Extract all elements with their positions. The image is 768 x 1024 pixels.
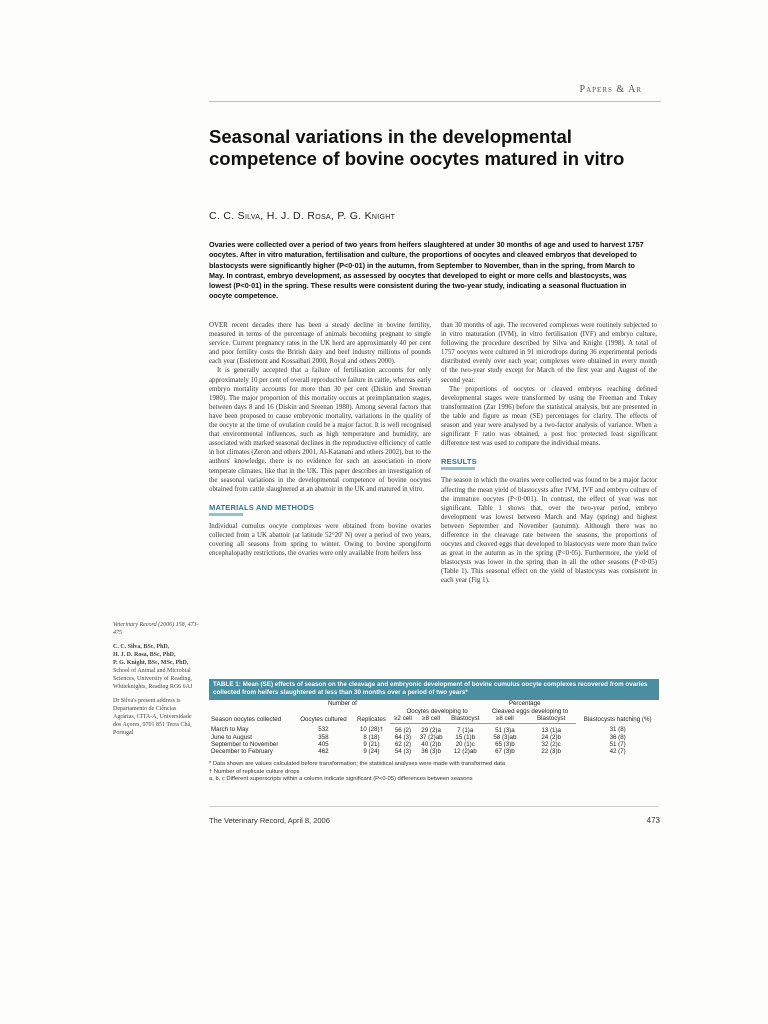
present-address: Dr Silva's present address is Departamento de Ciências Agrárias, CITA-A, Universidade dos Açores, 9701 851 Terra Chã, Portugal: [113, 698, 192, 736]
table-cell: 32 (2)c: [541, 740, 561, 748]
table-cell: March to May: [211, 726, 249, 734]
header-rule: [209, 101, 661, 102]
table-cell: 42 (7): [609, 748, 626, 756]
footer-journal: The Veterinary Record, April 8, 2006: [209, 816, 330, 825]
table-cell: 65 (3)b: [495, 740, 515, 748]
table-cell: 22 (3)b: [541, 748, 561, 756]
table-cell: 24 (2)b: [541, 733, 561, 741]
table-cell: 13 (1)a: [541, 726, 561, 734]
table-cell: 51 (3)a: [495, 726, 515, 734]
table-cell: 29 (2)a: [421, 726, 441, 734]
table-cell: 58 (3)ab: [493, 733, 517, 741]
table-row: [209, 741, 659, 748]
table-cell: 15 (1)b: [455, 733, 476, 741]
table-cell: December to February: [211, 748, 273, 756]
table-cell: 20 (1)c: [455, 740, 475, 748]
footnote-1: * Data shown are values calculated before transformation; the statistical analyses were made with transformed data: [209, 761, 506, 768]
table-cell: June to August: [211, 733, 252, 741]
table-cell: 36 (8): [609, 733, 626, 741]
col-blasto-hatch: Blastocysts hatching (%): [583, 715, 652, 723]
head-percentage: Percentage: [508, 700, 541, 707]
table-cell: 51 (7): [609, 740, 626, 748]
footnote-2: † Number of replicate culture drops: [209, 768, 300, 775]
table-cell: September to November: [211, 740, 279, 748]
col-replicates: Replicates: [356, 715, 386, 723]
table-cell: 56 (2): [394, 726, 412, 734]
table-cell: 64 (3): [394, 733, 412, 741]
table-cell: 9 (21): [363, 740, 380, 748]
paper-title: Seasonal variations in the developmental competence of bovine oocytes matured in vitro: [209, 126, 625, 169]
sub-col: Blastocyst: [526, 715, 576, 723]
table-cell: 54 (3): [394, 748, 412, 756]
table-cell: 8 (18): [363, 733, 380, 741]
affiliation: School of Animal and Microbial Sciences, University of Reading, Whiteknights, Reading RG6 6AJ: [113, 668, 193, 690]
table-body: [209, 723, 659, 755]
page-number: 473: [646, 816, 660, 825]
body-column-left: [209, 321, 431, 558]
table-cell: 37 (2)ab: [419, 733, 443, 741]
intro-paragraph-2: It is generally accepted that a failure of fertilisation accounts for only approximately 10 per cent of overall reproductive failure in cattle, whereas early embryo mortality accounts for more than 30 per cent (Diskin and Sreenan 1980). The major proportion of this mortality occurs at preimplantation stages, between days 8 and 16 (Diskin and Sreenan 1980). Among several factors that have been proposed to cause embryonic mortality, variations in the quality of the oocyte at the time of ovulation could be a major factor. It is well recognised that environmental influences, such as high temperature and humidity, are associated with marked seasonal declines in the reproductive efficiency of cattle in hot climates (Zeron and others 2001, Al-Katanani and others 2002), but to the authors' knowledge, there is no evidence for such an association in more temperate climates, like that in the UK. This paper describes an investigation of the seasonal variations in the developmental competence of bovine oocytes obtained from cattle slaughtered at an abattoir in the UK and matured in vitro.: [209, 367, 431, 493]
sub-col: Blastocyst: [447, 715, 484, 723]
author-1: C. C. Silva, BSc, PhD,: [113, 644, 170, 650]
table-cell: 7 (1)a: [457, 726, 474, 734]
table-footnotes: [209, 761, 659, 783]
group-cleaved: Cleaved eggs developing to: [491, 707, 569, 715]
sub-col: ≥8 cell: [484, 715, 526, 723]
table-cell: 31 (8): [609, 726, 626, 734]
table-cell: 532: [318, 726, 329, 734]
citation: Veterinary Record (2006) 158, 473-475: [113, 622, 199, 636]
author-list: C. C. Silva, H. J. D. Rosa, P. G. Knight: [209, 210, 396, 222]
section-label: Papers & Ar: [579, 84, 642, 95]
table-cell: 358: [318, 733, 329, 741]
table-row: [209, 734, 659, 741]
author-3: P. G. Knight, BSc, MSc, PhD,: [113, 660, 189, 666]
methods-heading: MATERIALS AND METHODS: [209, 502, 315, 512]
margin-note: [113, 621, 199, 743]
table-row: [209, 748, 659, 755]
body-column-right: [441, 321, 657, 586]
table-cell: 36 (3)b: [421, 748, 441, 756]
results-heading-bar: [441, 467, 475, 470]
sub-col: ≥8 cell: [416, 715, 447, 723]
methods-paragraph-3: The proportions of oocytes or cleaved embryos reaching defined developmental stages were transformed by using the Freeman and Tukey transformation (Zar 1996) before the statistical analysis, but are presented in the table and figure as mean (SE) percentages for clarity. The effects of season and year were analysed by a two-factor analysis of variance. When a significant F ratio was obtained, a post hoc protected least significant difference test was used to compare the individual means.: [441, 385, 657, 448]
table-cell: 67 (3)b: [495, 748, 515, 756]
table-cell: 10 (28)†: [359, 726, 383, 734]
table-row: [209, 723, 659, 734]
footnote-3: a, b, c Different superscripts within a column indicate significant (P<0·05) differences between seasons: [209, 775, 473, 782]
methods-paragraph-1: Individual cumulus oocyte complexes were obtained from bovine ovaries collected from a UK abattoir (at latitude 52°20' N) over a period of two years, covering all seasons from spring to winter. Owing to bovine spongiform encephalopathy restrictions, the ovaries were only available from heifers less: [209, 522, 431, 558]
table-cell: 12 (2)ab: [453, 748, 477, 756]
table-cell: 462: [318, 748, 329, 756]
group-oocytes: Oocytes developing to: [406, 707, 468, 715]
sub-col: ≥2 cell: [390, 715, 415, 723]
methods-heading-bar: [209, 513, 243, 516]
table-cell: 405: [318, 740, 329, 748]
abstract: Ovaries were collected over a period of two years from heifers slaughtered at under 30 months of age and used to harvest 1757 oocytes. After in vitro maturation, fertilisation and culture, the proportions of oocytes and cleaved embryos that developed to blastocysts were significantly higher (P<0·01) in the autumn, from September to November, than in the spring, from March to May. In contrast, embryo development, as assessed by oocytes that developed to eight or more cells and blastocysts, was lowest (P<0·01) in the spring. These results were consistent during the two-year study, indicating a seasonal fluctuation in oocyte competence.: [209, 240, 644, 301]
table-1: [209, 679, 659, 783]
col-oocytes: Oocytes cultured: [300, 715, 347, 723]
footer-rule: [209, 806, 659, 807]
results-paragraph-1: The season in which the ovaries were collected was found to be a major factor affecting the mean yield of blastocysts after IVM, IVF and embryo culture of the immature oocytes (P<0·001). In contrast, the effect of year was not significant. Table 1 shows that, over the two-year period, embryo development was lowest between March and May (spring) and highest between September and November (autumn). Although there was no difference in the cleavage rate between the seasons, the proportions of oocytes and cleaved eggs that developed to blastocysts were more than twice as great in the autumn as in the spring (P<0·05). Furthermore, the yield of blastocysts was lower in the spring than in all the other seasons (P<0·05) (Table 1). This seasonal effect on the yield of blastocysts was consistent in each year (Fig 1).: [441, 477, 657, 585]
table-cell: 9 (24): [363, 748, 380, 756]
author-2: H. J. D. Rosa, BSc, PhD,: [113, 652, 176, 658]
table-title: TABLE 1: Mean (SE) effects of season on the cleavage and embryonic development of bovine cumulus oocyte complexes recovered from ovaries collected from heifers slaughtered at less than 30 months over a period of two years*: [209, 679, 659, 700]
results-heading: RESULTS: [441, 457, 477, 467]
table-cell: 40 (2)b: [421, 740, 441, 748]
season-table: [209, 700, 659, 755]
head-number-of: Number of: [327, 700, 357, 707]
author-affiliations: [113, 643, 199, 691]
table-cell: 62 (2): [394, 740, 412, 748]
intro-paragraph-1: OVER recent decades there has been a steady decline in bovine fertility, measured in terms of the percentage of animals becoming pregnant to single service. Current pregnancy rates in the UK herd are approximately 40 per cent and poor fertility costs the British dairy and beef industry millions of pounds each year (Esslemont and Kossaibati 2000, Royal and others 2000).: [209, 322, 431, 366]
col-season: Season oocytes collected: [211, 715, 282, 723]
methods-paragraph-2: than 30 months of age. The recovered complexes were routinely subjected to in vitro maturation (IVM), in vitro fertilisation (IVF) and embryo culture, following the procedure described by Silva and Knight (1998). A total of 1757 oocytes were cultured in 91 microdrops during 36 experimental periods distributed evenly over each year; complexes were obtained in every month of the two-year study except for March of the first year and August of the second year.: [441, 322, 657, 384]
